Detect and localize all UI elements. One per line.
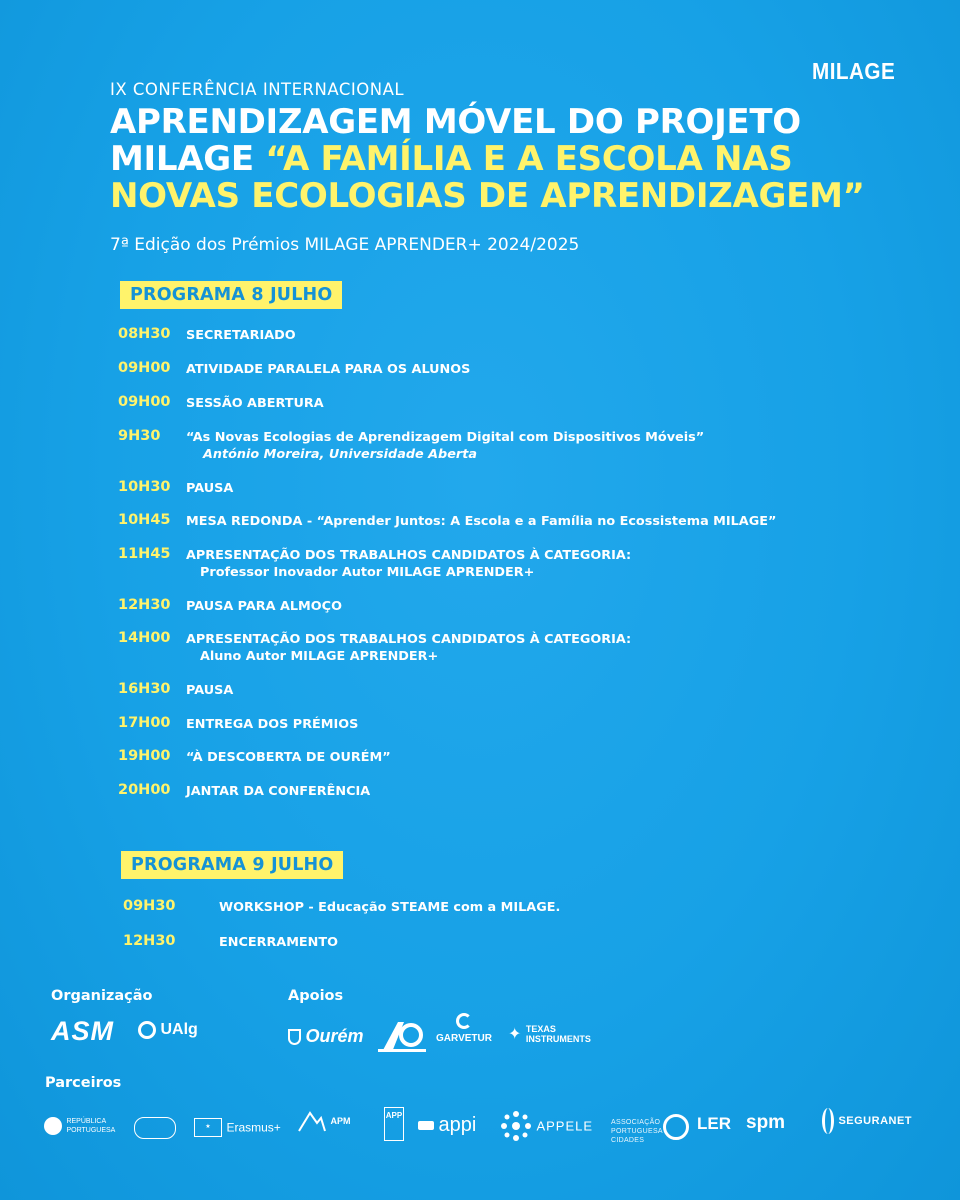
appi-text: appi <box>438 1114 477 1136</box>
ualg-text: UAlg <box>160 1021 198 1038</box>
row-text: “As Novas Ecologias de Aprendizagem Digital com Dispositivos Móveis” <box>186 430 705 445</box>
row-time: 20H00 <box>118 782 171 798</box>
garvetur-text: GARVETUR <box>436 1033 492 1044</box>
appi-icon <box>418 1121 434 1130</box>
row-subtext: Aluno Autor MILAGE APRENDER+ <box>200 649 439 664</box>
eu-flag-icon: ★ <box>194 1118 222 1137</box>
row-subtext: António Moreira, Universidade Aberta <box>203 447 477 462</box>
row-time: 17H00 <box>118 715 171 731</box>
row-time: 09H00 <box>118 394 171 410</box>
erasmus-logo <box>194 1118 281 1137</box>
asm-logo: ASM <box>51 1016 114 1046</box>
row-text: ATIVIDADE PARALELA PARA OS ALUNOS <box>186 362 471 377</box>
row-text: SESSÃO ABERTURA <box>186 396 324 411</box>
seguranet-icon <box>822 1108 834 1134</box>
erasmus-text: Erasmus+ <box>226 1120 281 1135</box>
organizacao-label: Organização <box>51 988 153 1004</box>
row-text: “À DESCOBERTA DE OURÉM” <box>186 750 391 765</box>
row-text: APRESENTAÇÃO DOS TRABALHOS CANDIDATOS À CATEGORIA: <box>186 548 632 563</box>
row-time: 10H45 <box>118 512 171 528</box>
parceiros-label: Parceiros <box>45 1075 122 1091</box>
row-text: ENCERRAMENTO <box>219 935 338 950</box>
title-white-part: APRENDIZAGEM MÓVEL DO PROJETO MILAGE <box>110 102 801 179</box>
row-text: APRESENTAÇÃO DOS TRABALHOS CANDIDATOS À CATEGORIA: <box>186 632 632 647</box>
ualg-circle-icon <box>138 1021 156 1039</box>
row-text: PAUSA <box>186 683 234 698</box>
ao-logo-icon <box>378 1018 426 1054</box>
row-time: 09H30 <box>123 898 176 914</box>
ler-logo: LER <box>697 1114 731 1133</box>
republica-emblem-icon <box>44 1117 62 1135</box>
row-text: JANTAR DA CONFERÊNCIA <box>186 784 371 799</box>
row-time: 12H30 <box>118 597 171 613</box>
program-day2-label: PROGRAMA 9 JULHO <box>121 851 343 879</box>
appele-text: APPELE <box>536 1118 594 1134</box>
row-text-block <box>186 632 631 664</box>
ourem-logo <box>288 1026 363 1047</box>
row-time: 11H45 <box>118 546 171 562</box>
awards-edition: 7ª Edição dos Prémios MILAGE APRENDER+ 2024/2025 <box>110 235 580 255</box>
appi-logo <box>418 1114 476 1137</box>
shield-icon <box>288 1029 301 1045</box>
row-text-block <box>186 430 704 462</box>
row-time: 9H30 <box>118 428 161 444</box>
ourem-text: Ourém <box>305 1026 364 1046</box>
row-subtext: Professor Inovador Autor MILAGE APRENDER+ <box>200 565 535 580</box>
apm-mountain-icon <box>298 1110 326 1132</box>
apoios-label: Apoios <box>288 988 344 1004</box>
row-time: 08H30 <box>118 326 171 342</box>
conference-edition-label: IX CONFERÊNCIA INTERNACIONAL <box>110 80 405 99</box>
row-time: 10H30 <box>118 479 171 495</box>
ualg-logo <box>138 1021 198 1039</box>
milage-logo: MILAGE <box>812 58 896 84</box>
seguranet-text: SEGURANET <box>838 1115 913 1127</box>
republica-portuguesa-logo <box>44 1117 124 1135</box>
row-time: 09H00 <box>118 360 171 376</box>
row-text: PAUSA <box>186 481 234 496</box>
title-yellow-part: “A FAMÍLIA E A ESCOLA NAS NOVAS ECOLOGIAS DE APRENDIZAGEM” <box>110 139 865 216</box>
seguranet-logo <box>822 1108 912 1134</box>
program-day1-label: PROGRAMA 8 JULHO <box>120 281 342 309</box>
associacao-cidades-logo: ASSOCIAÇÃO PORTUGUESA CIDADES <box>611 1119 663 1144</box>
row-text: SECRETARIADO <box>186 328 296 343</box>
texas-instruments-logo <box>508 1024 590 1044</box>
ring-logo-icon <box>663 1114 689 1140</box>
appele-dots-icon <box>500 1110 532 1142</box>
apm-text: APM <box>330 1116 351 1126</box>
dge-badge-icon <box>134 1117 176 1139</box>
republica-text: REPÚBLICA PORTUGUESA <box>66 1118 116 1134</box>
apm-logo <box>298 1110 350 1132</box>
ti-text: TEXAS INSTRUMENTS <box>525 1024 591 1044</box>
app-logo: APP <box>384 1107 404 1141</box>
row-time: 16H30 <box>118 681 171 697</box>
row-time: 12H30 <box>123 933 176 949</box>
appele-logo <box>500 1110 593 1142</box>
row-text: PAUSA PARA ALMOÇO <box>186 599 342 614</box>
ti-state-icon: ✦ <box>508 1026 522 1043</box>
row-text: WORKSHOP - Educação STEAME com a MILAGE. <box>219 900 561 915</box>
garvetur-icon <box>456 1013 472 1029</box>
row-text-block <box>186 548 631 580</box>
row-text: MESA REDONDA - “Aprender Juntos: A Escola e a Família no Ecossistema MILAGE” <box>186 514 777 529</box>
conference-title <box>110 104 900 215</box>
row-text: ENTREGA DOS PRÉMIOS <box>186 717 359 732</box>
row-time: 14H00 <box>118 630 171 646</box>
row-time: 19H00 <box>118 748 171 764</box>
garvetur-logo <box>432 1013 496 1044</box>
spm-logo: spm <box>746 1112 786 1133</box>
